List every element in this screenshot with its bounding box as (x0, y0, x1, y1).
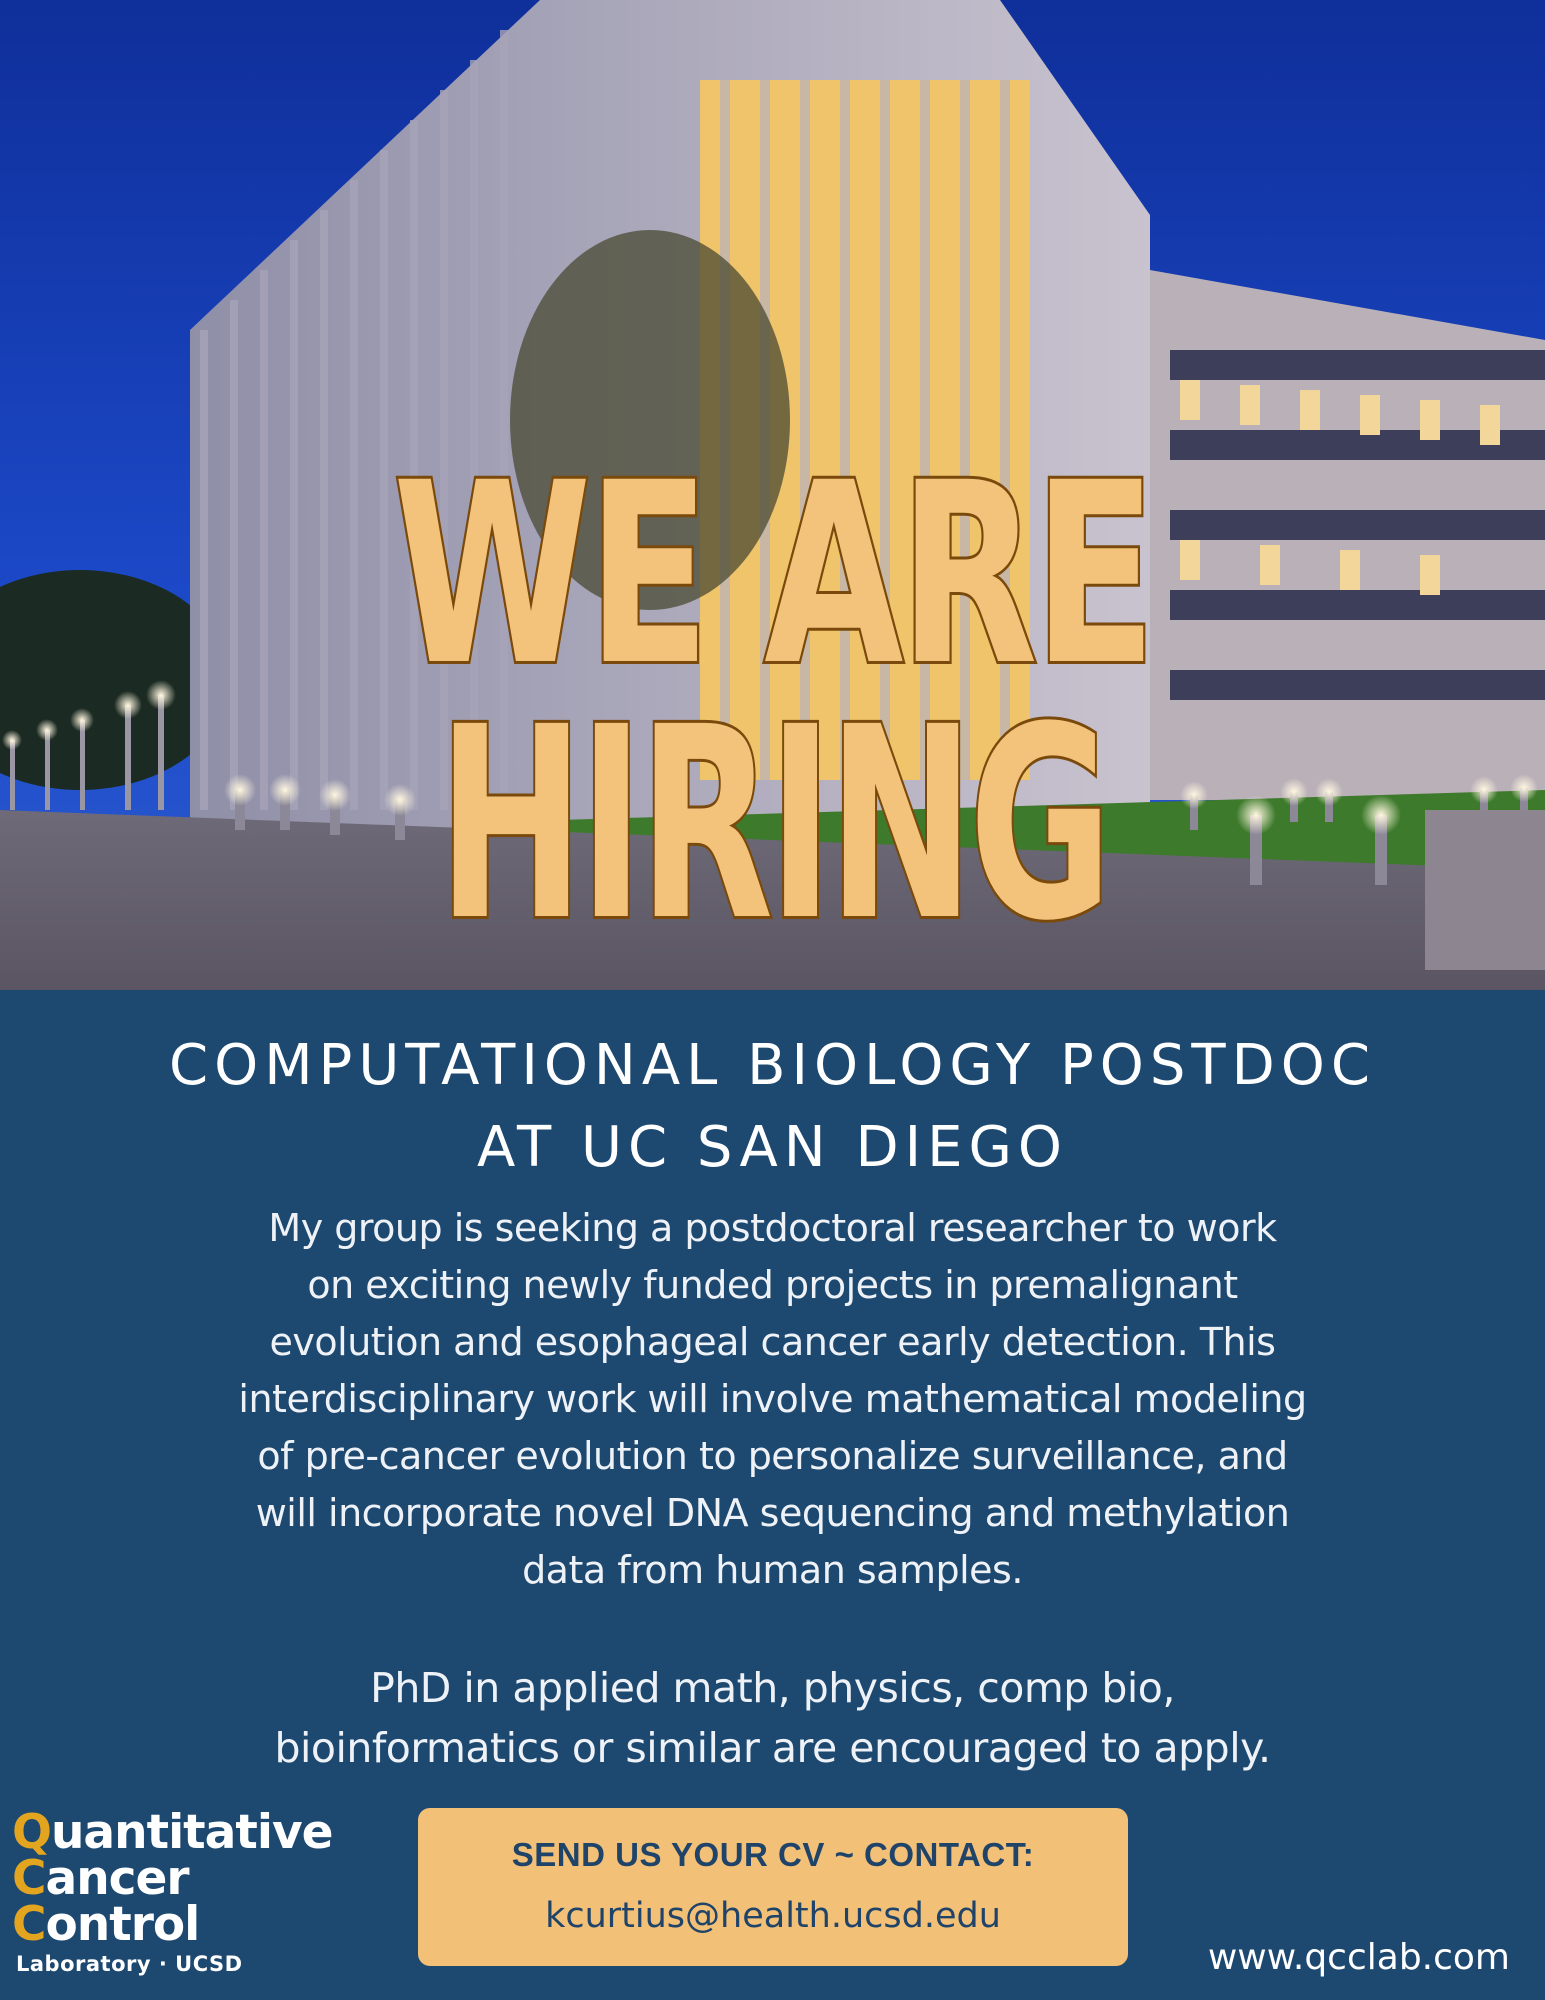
contact-heading: SEND US YOUR CV ~ CONTACT: (511, 1836, 1035, 1873)
job-description (200, 1200, 1345, 1599)
description-line: data from human samples. (522, 1548, 1023, 1592)
description-line: evolution and esophageal cancer early detection. This (269, 1320, 1276, 1364)
job-title-line-1: COMPUTATIONAL BIOLOGY POSTDOC (169, 1033, 1376, 1098)
contact-box (418, 1808, 1128, 1966)
requirements-line: PhD in applied math, physics, comp bio, (370, 1664, 1175, 1712)
description-line: of pre-cancer evolution to personalize surveillance, and (257, 1434, 1288, 1478)
job-title (0, 1025, 1545, 1189)
description-line: My group is seeking a postdoctoral researcher to work (268, 1206, 1277, 1250)
hiring-headline (0, 429, 1545, 979)
description-line: on exciting newly funded projects in premalignant (307, 1263, 1238, 1307)
qcc-lab-logo (12, 1805, 352, 1976)
requirements-line: bioinformatics or similar are encouraged to apply. (274, 1724, 1271, 1772)
job-requirements (200, 1658, 1345, 1778)
website-link[interactable]: www.qcclab.com (1207, 1937, 1510, 1978)
headline-line-2: HIRING (437, 671, 1108, 979)
description-line: interdisciplinary work will involve mathematical modeling (238, 1377, 1307, 1421)
logo-row-control: Control (12, 1897, 200, 1952)
headline-line-1: WE ARE (392, 429, 1153, 720)
logo-subtitle: Laboratory · UCSD (16, 1952, 243, 1976)
job-title-line-2: AT UC SAN DIEGO (477, 1115, 1068, 1180)
description-line: will incorporate novel DNA sequencing and methylation (255, 1491, 1290, 1535)
contact-email-link[interactable]: kcurtius@health.ucsd.edu (545, 1896, 1001, 1936)
logo-row-cancer: Cancer (12, 1851, 189, 1906)
logo-row-quantitative: Quantitative (12, 1805, 333, 1860)
